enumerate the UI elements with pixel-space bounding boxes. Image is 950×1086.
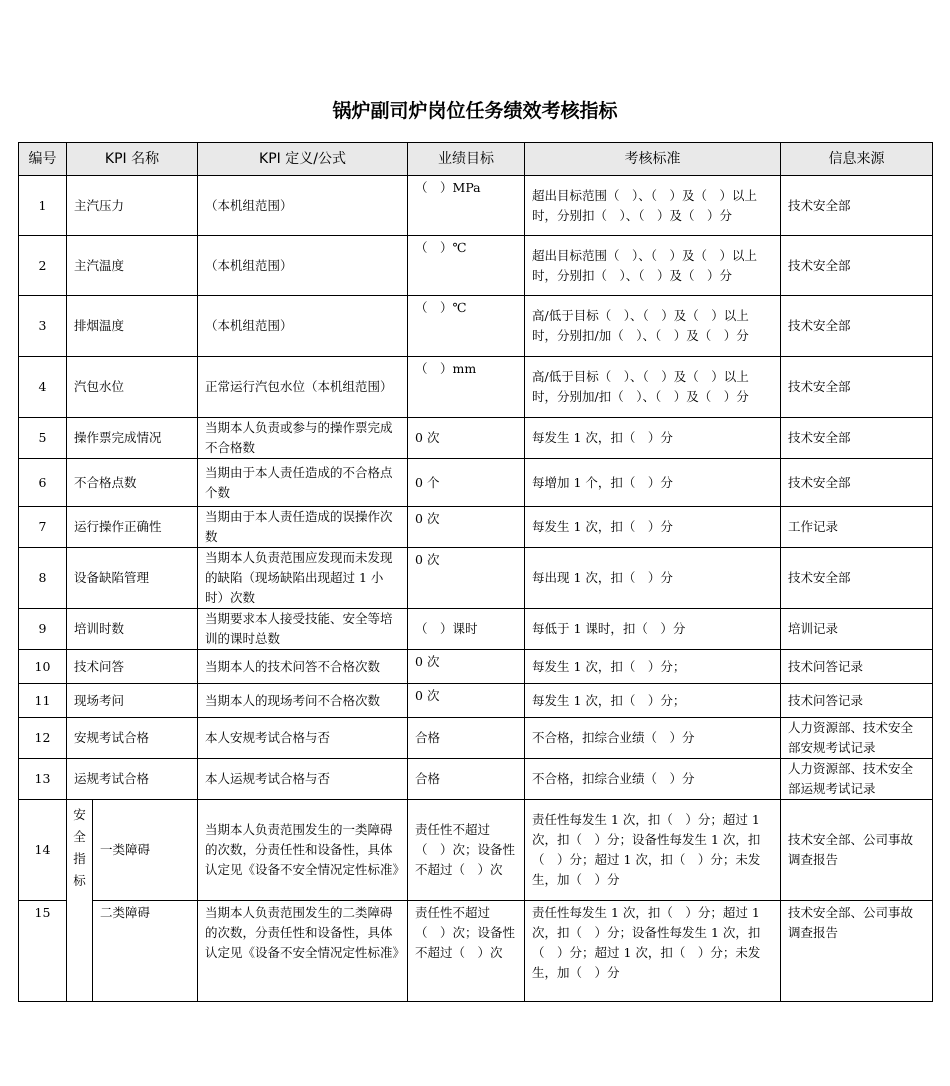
table-row (19, 236, 933, 296)
row-info-source: 人力资源部、技术安全部安规考试记录 (781, 718, 933, 759)
row-no: 8 (19, 548, 67, 609)
row-standard: 不合格，扣综合业绩（ ）分 (525, 759, 781, 800)
row-target: 责任性不超过（ ）次；设备性不超过（ ）次 (408, 901, 525, 1002)
header-no: 编号 (19, 143, 67, 176)
row-kpi-definition: 当期本人的技术问答不合格次数 (198, 650, 408, 684)
row-kpi-name: 安规考试合格 (67, 718, 198, 759)
row-target: 合格 (408, 759, 525, 800)
table-header-row (19, 143, 933, 176)
row-kpi-definition: 当期本人负责范围发生的二类障碍的次数，分责任性和设备性，具体认定见《设备不安全情况定性标准》 (198, 901, 408, 1002)
row-info-source: 技术安全部、公司事故调查报告 (781, 901, 933, 1002)
table-row (19, 684, 933, 718)
row-standard: 责任性每发生 1 次，扣（ ）分；超过 1 次，扣（ ）分；设备性每发生 1 次，扣（ ）分；超过 1 次，扣（ ）分；未发生，加（ ）分 (525, 901, 781, 1002)
table-row (19, 418, 933, 459)
row-kpi-name: 操作票完成情况 (67, 418, 198, 459)
table-row (19, 609, 933, 650)
row-kpi-name: 运规考试合格 (67, 759, 198, 800)
row-standard: 每低于 1 课时，扣（ ）分 (525, 609, 781, 650)
row-no: 10 (19, 650, 67, 684)
row-kpi-name: 汽包水位 (67, 357, 198, 418)
row-kpi-definition: 当期本人的现场考问不合格次数 (198, 684, 408, 718)
row-target: 责任性不超过（ ）次；设备性不超过（ ）次 (408, 800, 525, 901)
table-row (19, 901, 933, 1002)
row-target: 0 次 (408, 507, 525, 548)
row-kpi-name: 排烟温度 (67, 296, 198, 357)
table-row (19, 548, 933, 609)
header-std: 考核标准 (525, 143, 781, 176)
header-src: 信息来源 (781, 143, 933, 176)
row-no: 9 (19, 609, 67, 650)
row-info-source: 技术问答记录 (781, 684, 933, 718)
header-target: 业绩目标 (408, 143, 525, 176)
row-kpi-definition: 当期本人负责范围应发现而未发现的缺陷（现场缺陷出现超过 1 小时）次数 (198, 548, 408, 609)
row-kpi-name: 培训时数 (67, 609, 198, 650)
row-no: 2 (19, 236, 67, 296)
row-kpi-definition: 当期由于本人责任造成的误操作次数 (198, 507, 408, 548)
row-info-source: 工作记录 (781, 507, 933, 548)
row-target: （ ）课时 (408, 609, 525, 650)
row-kpi-name: 不合格点数 (67, 459, 198, 507)
row-info-source: 技术安全部 (781, 236, 933, 296)
row-kpi-definition: 当期由于本人责任造成的不合格点个数 (198, 459, 408, 507)
row-standard: 每发生 1 次，扣（ ）分 (525, 418, 781, 459)
row-kpi-name: 现场考问 (67, 684, 198, 718)
row-no: 4 (19, 357, 67, 418)
row-info-source: 技术安全部 (781, 459, 933, 507)
row-no: 7 (19, 507, 67, 548)
row-no: 13 (19, 759, 67, 800)
row-kpi-definition: 当期本人负责范围发生的一类障碍的次数，分责任性和设备性，具体认定见《设备不安全情况定性标准》 (198, 800, 408, 901)
row-kpi-definition: （本机组范围） (198, 176, 408, 236)
row-info-source: 技术安全部 (781, 548, 933, 609)
table-row (19, 176, 933, 236)
row-kpi-name: 运行操作正确性 (67, 507, 198, 548)
header-name: KPI 名称 (67, 143, 198, 176)
row-info-source: 技术安全部 (781, 357, 933, 418)
safety-category-cell (67, 800, 93, 1002)
table-row (19, 800, 933, 901)
row-kpi-definition: 本人安规考试合格与否 (198, 718, 408, 759)
row-kpi-definition: 当期要求本人接受技能、安全等培训的课时总数 (198, 609, 408, 650)
table-row (19, 296, 933, 357)
row-target: 0 个 (408, 459, 525, 507)
row-no: 14 (19, 800, 67, 901)
row-standard: 高/低于目标（ ）、（ ）及（ ）以上时，分别扣/加（ ）、（ ）及（ ）分 (525, 296, 781, 357)
table-row (19, 507, 933, 548)
row-target: 0 次 (408, 650, 525, 684)
row-no: 5 (19, 418, 67, 459)
row-target: 合格 (408, 718, 525, 759)
row-target: （ ）MPa (408, 176, 525, 236)
row-info-source: 技术安全部 (781, 176, 933, 236)
row-kpi-definition: （本机组范围） (198, 296, 408, 357)
row-kpi-name: 主汽温度 (67, 236, 198, 296)
document-title: 锅炉副司炉岗位任务绩效考核指标 (332, 100, 618, 122)
header-def: KPI 定义/公式 (198, 143, 408, 176)
table-row (19, 459, 933, 507)
row-standard: 不合格，扣综合业绩（ ）分 (525, 718, 781, 759)
row-standard: 每发生 1 次，扣（ ）分； (525, 650, 781, 684)
row-no: 6 (19, 459, 67, 507)
row-standard: 高/低于目标（ ）、（ ）及（ ）以上时，分别加/扣（ ）、（ ）及（ ）分 (525, 357, 781, 418)
table-row (19, 759, 933, 800)
kpi-table (18, 142, 933, 1002)
safety-category-label: 安全指标 (73, 807, 86, 888)
row-standard: 责任性每发生 1 次，扣（ ）分；超过 1 次，扣（ ）分；设备性每发生 1 次，扣（ ）分；超过 1 次，扣（ ）分；未发生，加（ ）分 (525, 800, 781, 901)
row-standard: 每发生 1 次，扣（ ）分 (525, 507, 781, 548)
table-row (19, 718, 933, 759)
row-info-source: 技术安全部 (781, 296, 933, 357)
row-info-source: 培训记录 (781, 609, 933, 650)
row-no: 1 (19, 176, 67, 236)
row-standard: 超出目标范围（ ）、（ ）及（ ）以上时，分别扣（ ）、（ ）及（ ）分 (525, 176, 781, 236)
row-target: 0 次 (408, 418, 525, 459)
row-kpi-definition: 当期本人负责或参与的操作票完成不合格数 (198, 418, 408, 459)
row-kpi-definition: 正常运行汽包水位（本机组范围） (198, 357, 408, 418)
row-standard: 每发生 1 次，扣（ ）分； (525, 684, 781, 718)
row-target: （ ）℃ (408, 236, 525, 296)
row-no: 15 (19, 901, 67, 1002)
row-info-source: 技术安全部、公司事故调查报告 (781, 800, 933, 901)
row-target: （ ）℃ (408, 296, 525, 357)
row-info-source: 人力资源部、技术安全部运规考试记录 (781, 759, 933, 800)
row-kpi-definition: （本机组范围） (198, 236, 408, 296)
row-target: 0 次 (408, 684, 525, 718)
row-kpi-name: 主汽压力 (67, 176, 198, 236)
row-no: 11 (19, 684, 67, 718)
row-no: 3 (19, 296, 67, 357)
row-info-source: 技术安全部 (781, 418, 933, 459)
row-kpi-name: 二类障碍 (93, 901, 198, 1002)
row-kpi-name: 一类障碍 (93, 800, 198, 901)
row-no: 12 (19, 718, 67, 759)
row-target: 0 次 (408, 548, 525, 609)
table-row (19, 650, 933, 684)
row-kpi-name: 技术问答 (67, 650, 198, 684)
row-standard: 每增加 1 个，扣（ ）分 (525, 459, 781, 507)
row-kpi-definition: 本人运规考试合格与否 (198, 759, 408, 800)
row-info-source: 技术问答记录 (781, 650, 933, 684)
table-row (19, 357, 933, 418)
row-target: （ ）mm (408, 357, 525, 418)
row-kpi-name: 设备缺陷管理 (67, 548, 198, 609)
row-standard: 每出现 1 次，扣（ ）分 (525, 548, 781, 609)
row-standard: 超出目标范围（ ）、（ ）及（ ）以上时，分别扣（ ）、（ ）及（ ）分 (525, 236, 781, 296)
